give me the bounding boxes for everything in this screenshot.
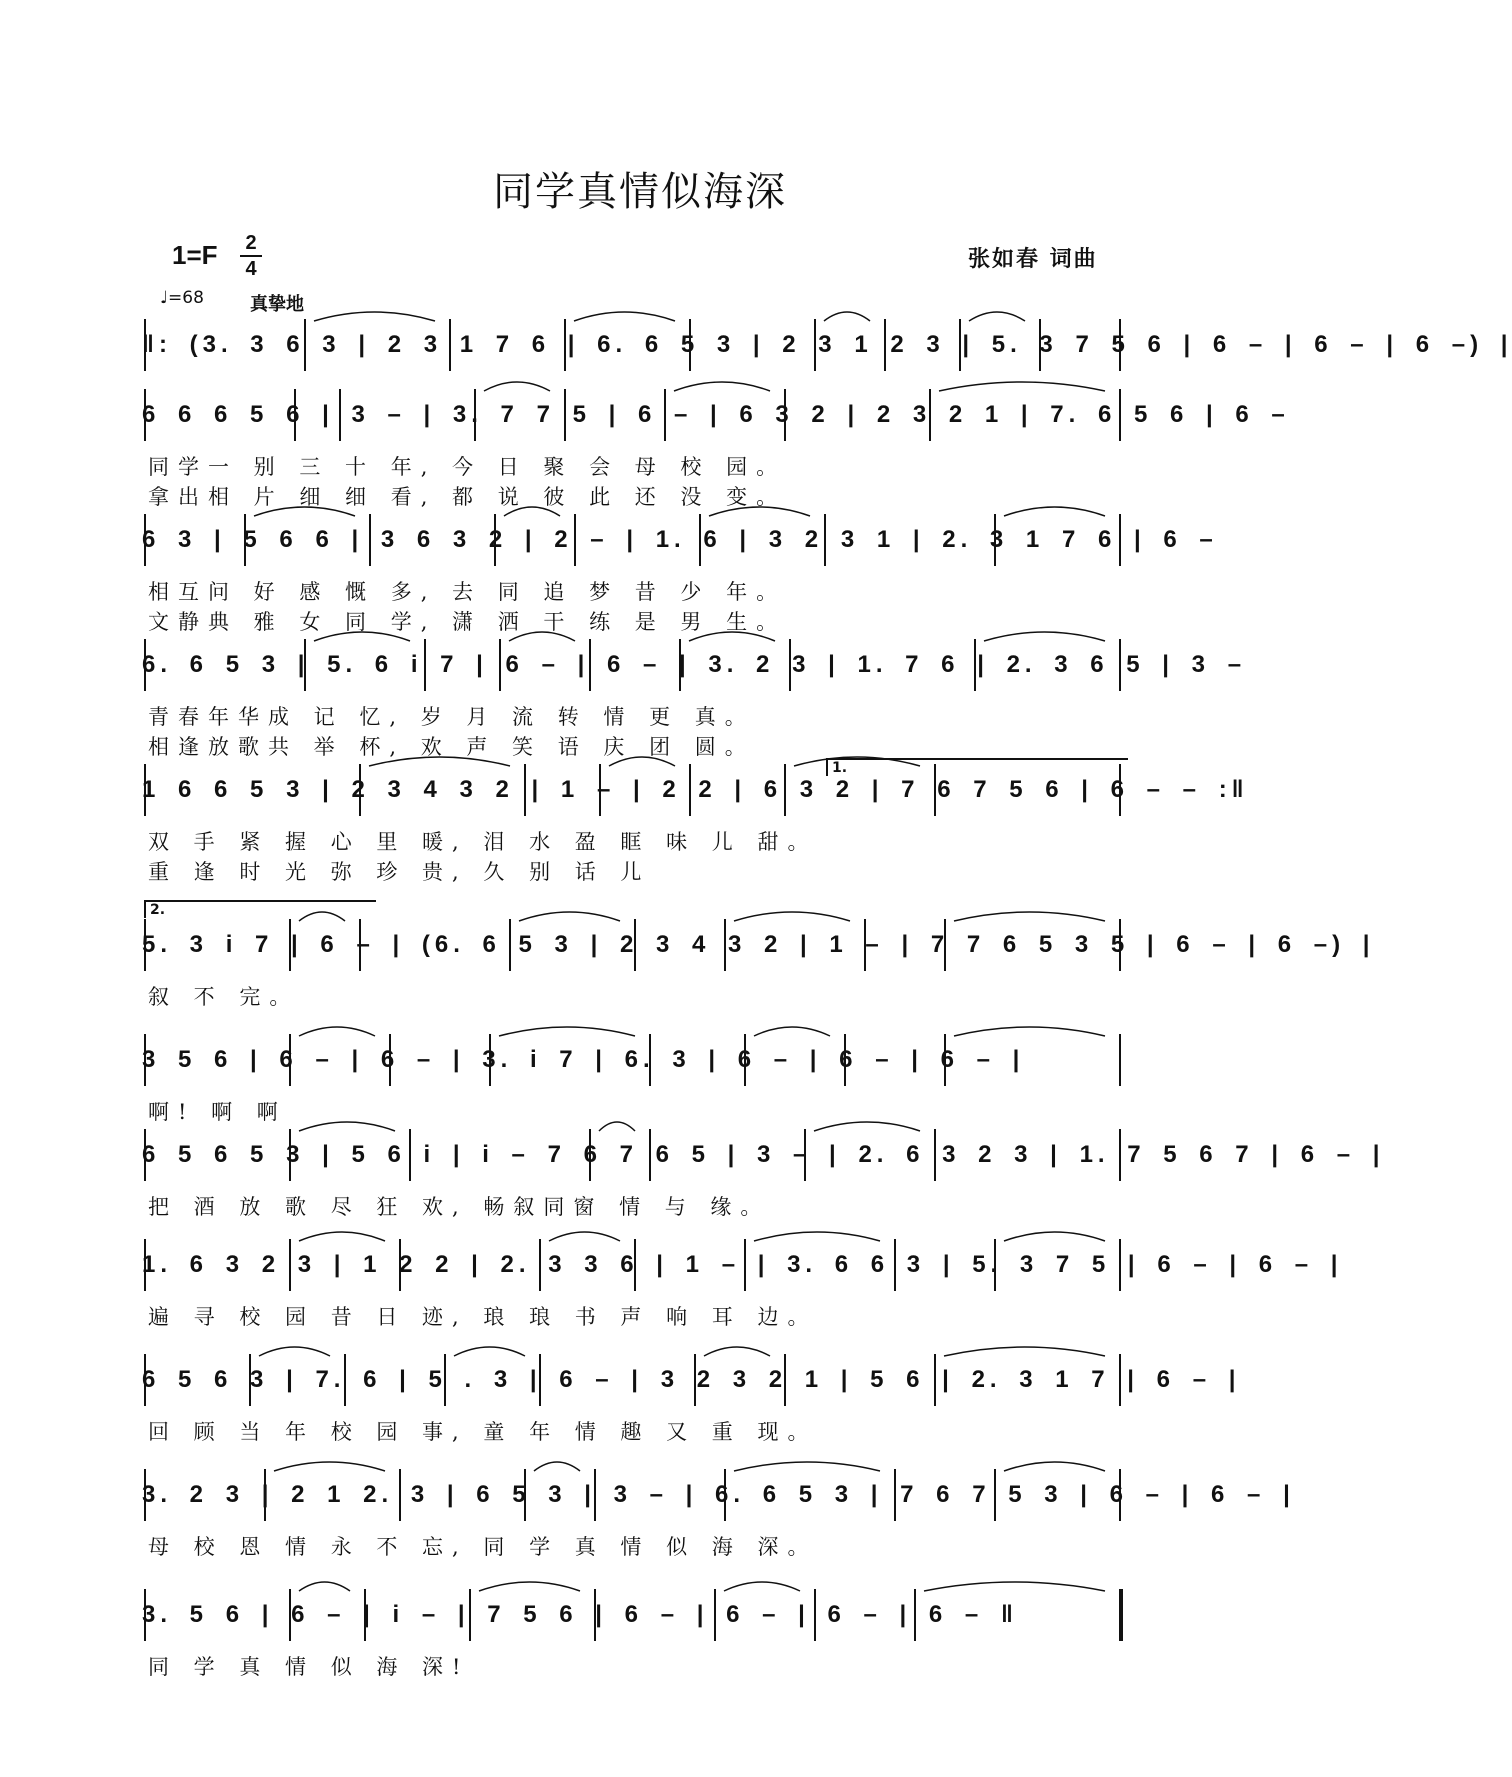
slur-marks [142, 303, 1132, 327]
barline [539, 1239, 541, 1291]
barline [994, 1239, 996, 1291]
barline [1119, 319, 1121, 371]
barline [424, 639, 426, 691]
barline [339, 389, 341, 441]
barline [289, 1129, 291, 1181]
tempo-marking: ♩=68 [160, 288, 204, 308]
barline [1119, 1034, 1121, 1086]
barline [594, 1589, 596, 1641]
slur-arc [509, 632, 575, 641]
barline [784, 764, 786, 816]
barline [1119, 1239, 1121, 1291]
barline [264, 1469, 266, 1521]
slur-arc [299, 1582, 350, 1591]
barline [369, 514, 371, 566]
barline [524, 1469, 526, 1521]
lyric-line-1: 啊! 啊 啊 [148, 1100, 287, 1124]
barline [144, 1034, 146, 1086]
volta-second-label: 2. [150, 902, 166, 918]
barline [814, 1589, 816, 1641]
time-signature [240, 232, 262, 280]
volta-first-label: 1. [832, 760, 848, 776]
barline [1119, 1589, 1123, 1641]
slur-arc [549, 1232, 620, 1241]
slur-arc [499, 1027, 635, 1036]
notation-line: 3 5 6 | 6 – | 6 – | 3. i 7 | 6. 3 | 6 – | 6 – | 6 – | [142, 1046, 1025, 1073]
notation-line: ‖: (3. 3 6 3 | 2 3 1 7 6 | 6. 6 5 3 | 2 3 1 2 3 | 5. 3 7 5 6 | 6 – | 6 – | 6 –) | [142, 331, 1512, 358]
barline [389, 1034, 391, 1086]
barline [399, 1239, 401, 1291]
time-signature-top: 2 [245, 232, 257, 254]
lyric-line-2: 文静典 雅 女 同 学, 潇 洒 干 练 是 男 生。 [148, 610, 787, 634]
slur-arc [454, 1347, 525, 1356]
barline [894, 1239, 896, 1291]
composer-credit: 张如春 词曲 [968, 247, 1098, 272]
barline [714, 1589, 716, 1641]
barline [744, 1239, 746, 1291]
notation-line: 6 5 6 5 3 | 5 6 i | i – 7 6 7 6 5 | 3 – | 2. 6 3 2 3 | 1. 7 5 6 7 | 6 – | [142, 1141, 1385, 1168]
lyric-line-1: 遍 寻 校 园 昔 日 迹, 琅 琅 书 声 响 耳 边。 [148, 1305, 818, 1329]
barline [844, 1034, 846, 1086]
barline [524, 764, 526, 816]
barline [144, 319, 146, 371]
barline [144, 1129, 146, 1181]
barline [1119, 1469, 1121, 1521]
lyric-line-2: 拿出相 片 细 细 看, 都 说 彼 此 还 没 变。 [148, 485, 787, 509]
slur-arc [924, 1582, 1105, 1591]
barline [824, 514, 826, 566]
slur-arc [689, 632, 775, 641]
barline [144, 1589, 146, 1641]
lyric-line-1: 同学一 别 三 十 年, 今 日 聚 会 母 校 园。 [148, 455, 787, 479]
slur-arc [274, 1462, 385, 1471]
barline [144, 1469, 146, 1521]
barline [294, 389, 296, 441]
slur-arc [814, 1122, 920, 1131]
barline [784, 1354, 786, 1406]
barline [449, 319, 451, 371]
song-title: 同学真情似海深 [493, 169, 787, 215]
lyric-line-1: 同 学 真 情 似 海 深! [148, 1655, 470, 1679]
slur-arc [314, 632, 410, 641]
barline [564, 319, 566, 371]
barline [304, 639, 306, 691]
barline [539, 1354, 541, 1406]
notation-line: 3. 2 3 | 2 1 2. 3 | 6 5 3 | 3 – | 6. 6 5 3 | 7 6 7 5 3 | 6 – | 6 – | [142, 1481, 1295, 1508]
lyric-line-1: 母 校 恩 情 永 不 忘, 同 学 真 情 似 海 深。 [148, 1535, 818, 1559]
lyric-line-2: 重 逢 时 光 弥 珍 贵, 久 别 话 儿 [148, 860, 651, 884]
barline [929, 389, 931, 441]
barline [144, 764, 146, 816]
slur-arc [534, 1462, 580, 1471]
notation-line: 6 3 | 5 6 6 | 3 6 3 2 | 2 – | 1. 6 | 3 2 3 1 | 2. 3 1 7 6 | 6 – [142, 526, 1218, 553]
lyric-line-1: 把 酒 放 歌 尽 狂 欢, 畅叙同窗 情 与 缘。 [148, 1195, 771, 1219]
slur-marks [142, 1338, 1132, 1362]
barline [144, 1354, 146, 1406]
barline [364, 1589, 366, 1641]
barline [814, 319, 816, 371]
barline [144, 919, 146, 971]
barline [944, 919, 946, 971]
barline [474, 389, 476, 441]
slur-arc [299, 1122, 395, 1131]
barline [1119, 764, 1121, 816]
barline [699, 514, 701, 566]
slur-arc [299, 1232, 385, 1241]
lyric-line-2: 相逢放歌共 举 杯, 欢 声 笑 语 庆 团 圆。 [148, 735, 755, 759]
barline [509, 919, 511, 971]
notation-line: 1 6 6 5 3 | 2 3 4 3 2 | 1 – | 2 2 | 6 3 2 | 7 6 7 5 6 | 6 – – :‖ [142, 776, 1249, 803]
slur-marks [142, 373, 1132, 397]
key-signature: 1=F [172, 240, 218, 270]
barline [574, 514, 576, 566]
barline [1119, 639, 1121, 691]
barline [724, 919, 726, 971]
barline [884, 319, 886, 371]
lyric-line-1: 相互问 好 感 慨 多, 去 同 追 梦 昔 少 年。 [148, 580, 787, 604]
slur-arc [1004, 1462, 1105, 1471]
barline [649, 1034, 651, 1086]
barline [289, 1034, 291, 1086]
notation-line: 6 6 6 5 6 | 3 – | 3. 7 7 5 | 6 – | 6 3 2 | 2 3 2 1 | 7. 6 5 6 | 6 – [142, 401, 1290, 428]
barline [289, 919, 291, 971]
slur-arc [369, 757, 510, 766]
slur-arc [704, 1347, 770, 1356]
slur-arc [734, 912, 850, 921]
barline [789, 639, 791, 691]
lyric-line-1: 回 顾 当 年 校 园 事, 童 年 情 趣 又 重 现。 [148, 1420, 818, 1444]
barline [469, 1589, 471, 1641]
notation-line: 5. 3 i 7 | 6 – | (6. 6 5 3 | 2 3 4 3 2 | 1 – | 7 7 6 5 3 5 | 6 – | 6 –) | [142, 931, 1375, 958]
slur-arc [1004, 1232, 1105, 1241]
barline [1119, 389, 1121, 441]
barline [649, 1129, 651, 1181]
slur-arc [954, 1027, 1105, 1036]
barline [494, 514, 496, 566]
lyric-line-1: 青春年华成 记 忆, 岁 月 流 转 情 更 真。 [148, 705, 755, 729]
barline [359, 764, 361, 816]
barline [444, 1354, 446, 1406]
time-signature-bottom: 4 [245, 258, 257, 280]
notation-line: 6 5 6 3 | 7. 6 | 5 . 3 | 6 – | 3 2 3 2 1 | 5 6 | 2. 3 1 7 | 6 – | [142, 1366, 1241, 1393]
slur-arc [254, 507, 355, 516]
barline [724, 1469, 726, 1521]
barline [934, 1129, 936, 1181]
slur-arc [754, 1027, 830, 1036]
barline [664, 389, 666, 441]
slur-marks [142, 748, 1132, 772]
barline [594, 1469, 596, 1521]
slur-arc [724, 1582, 800, 1591]
slur-marks [142, 1453, 1132, 1477]
barline [934, 1354, 936, 1406]
barline [1039, 319, 1041, 371]
barline [359, 919, 361, 971]
barline [1119, 514, 1121, 566]
notation-line: 3. 5 6 | 6 – | i – | 7 5 6 | 6 – | 6 – | 6 – | 6 – ‖ [142, 1601, 1018, 1628]
slur-arc [519, 912, 620, 921]
barline [894, 1469, 896, 1521]
barline [289, 1589, 291, 1641]
barline [599, 764, 601, 816]
slur-arc [939, 382, 1105, 391]
barline [1119, 1129, 1121, 1181]
barline [804, 1129, 806, 1181]
barline [994, 514, 996, 566]
slur-arc [479, 1582, 580, 1591]
slur-arc [954, 912, 1105, 921]
slur-arc [734, 1462, 880, 1471]
barline [144, 639, 146, 691]
barline [144, 389, 146, 441]
barline [564, 389, 566, 441]
slur-arc [754, 1232, 880, 1241]
barline [864, 919, 866, 971]
slur-arc [1004, 507, 1105, 516]
barline [914, 1589, 916, 1641]
barline [944, 1034, 946, 1086]
barline [959, 319, 961, 371]
barline [1119, 919, 1121, 971]
slur-arc [709, 507, 810, 516]
barline [304, 319, 306, 371]
barline [399, 1469, 401, 1521]
barline [499, 639, 501, 691]
slur-arc [484, 382, 550, 391]
barline [1119, 1354, 1121, 1406]
slur-arc [674, 382, 770, 391]
slur-arc [314, 312, 435, 321]
barline [744, 1034, 746, 1086]
lyric-line-1: 双 手 紧 握 心 里 暖, 泪 水 盈 眶 味 儿 甜。 [148, 830, 818, 854]
barline [689, 319, 691, 371]
lyric-line-1: 叙 不 完。 [148, 985, 300, 1009]
slur-arc [599, 1122, 635, 1131]
barline [144, 1239, 146, 1291]
barline [689, 764, 691, 816]
time-signature-bar [240, 255, 262, 257]
slur-arc [299, 1027, 375, 1036]
barline [994, 1469, 996, 1521]
slur-arc [299, 912, 345, 921]
barline [344, 1354, 346, 1406]
barline [934, 764, 936, 816]
slur-arc [504, 507, 560, 516]
slur-arc [574, 312, 675, 321]
barline [784, 389, 786, 441]
slur-arc [609, 757, 675, 766]
barline [634, 1239, 636, 1291]
barline [589, 1129, 591, 1181]
barline [974, 639, 976, 691]
slur-marks [142, 623, 1132, 647]
slur-arc [824, 312, 870, 321]
barline [589, 639, 591, 691]
barline [634, 919, 636, 971]
slur-arc [259, 1347, 330, 1356]
slur-arc [984, 632, 1105, 641]
barline [679, 639, 681, 691]
barline [694, 1354, 696, 1406]
slur-arc [794, 757, 920, 766]
notation-line: 6. 6 5 3 | 5. 6 i 7 | 6 – | 6 – | 3. 2 3 | 1. 7 6 | 2. 3 6 5 | 3 – [142, 651, 1247, 678]
slur-marks [142, 498, 1132, 522]
slur-arc [944, 1347, 1105, 1356]
barline [144, 514, 146, 566]
slur-arc [969, 312, 1025, 321]
expression-marking: 真挚地 [250, 294, 304, 315]
notation-line: 1. 6 3 2 3 | 1 2 2 | 2. 3 3 6 | 1 – | 3. 6 6 3 | 5. 3 7 5 | 6 – | 6 – | [142, 1251, 1343, 1278]
barline [249, 1354, 251, 1406]
barline [409, 1129, 411, 1181]
barline [289, 1239, 291, 1291]
barline [489, 1034, 491, 1086]
barline [244, 514, 246, 566]
